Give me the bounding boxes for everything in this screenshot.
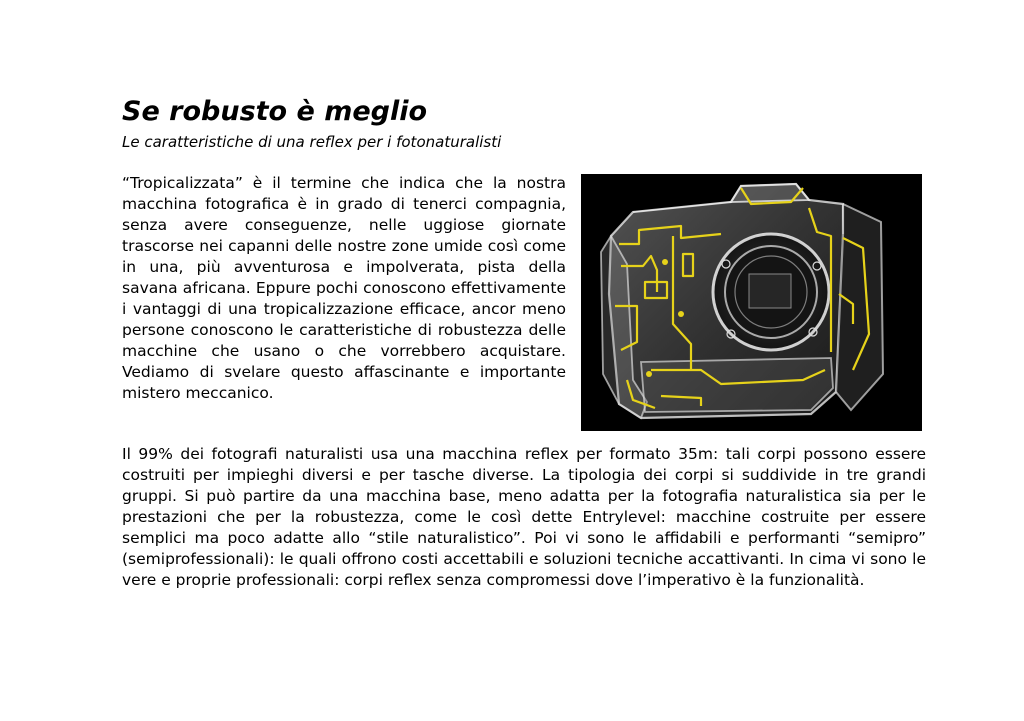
camera-xray-image: [581, 174, 922, 431]
xray-camera-body-illustration-icon: [581, 174, 922, 431]
article-title: Se robusto è meglio: [122, 96, 428, 127]
body-paragraph: Il 99% dei fotografi naturalisti usa una macchina reflex per formato 35m: tali corpi possono essere costruiti per impieghi diversi e per tasche diverse. La tipologia dei corpi si suddivide in tre grandi gruppi. Si può partire da una macchina base, meno adatta per la fotografia naturalistica sia per le prestazioni che per la robustezza, come le così dette Entrylevel: macchine costruite per essere semplici ma poco adatte allo “stile naturalistico”. Poi vi sono le affidabili e performanti “semipro” (semiprofessionali): le quali offrono costi accettabili e soluzioni tecniche accattivanti. In cima vi sono le vere e proprie professionali: corpi reflex senza compromessi dove l’imperativo è la funzionalità.: [122, 445, 926, 589]
intro-paragraph: “Tropicalizzata” è il termine che indica che la nostra macchina fotografica è in grado di tenerci compagnia, senza avere conseguenze, nelle uggiose giornate trascorse nei capanni delle nostre zone umide così come in una, più avventurosa e impolverata, pista della savana africana. Eppure pochi conoscono effettivamente i vantaggi di una tropicalizzazione efficace, ancor meno persone conoscono le caratteristiche di robustezza delle macchine che usano o che vorrebbero acquistare. Vediamo di svelare questo affascinante e importante mistero meccanico.: [122, 174, 566, 402]
article-subtitle: Le caratteristiche di una reflex per i fotonaturalisti: [122, 133, 502, 151]
